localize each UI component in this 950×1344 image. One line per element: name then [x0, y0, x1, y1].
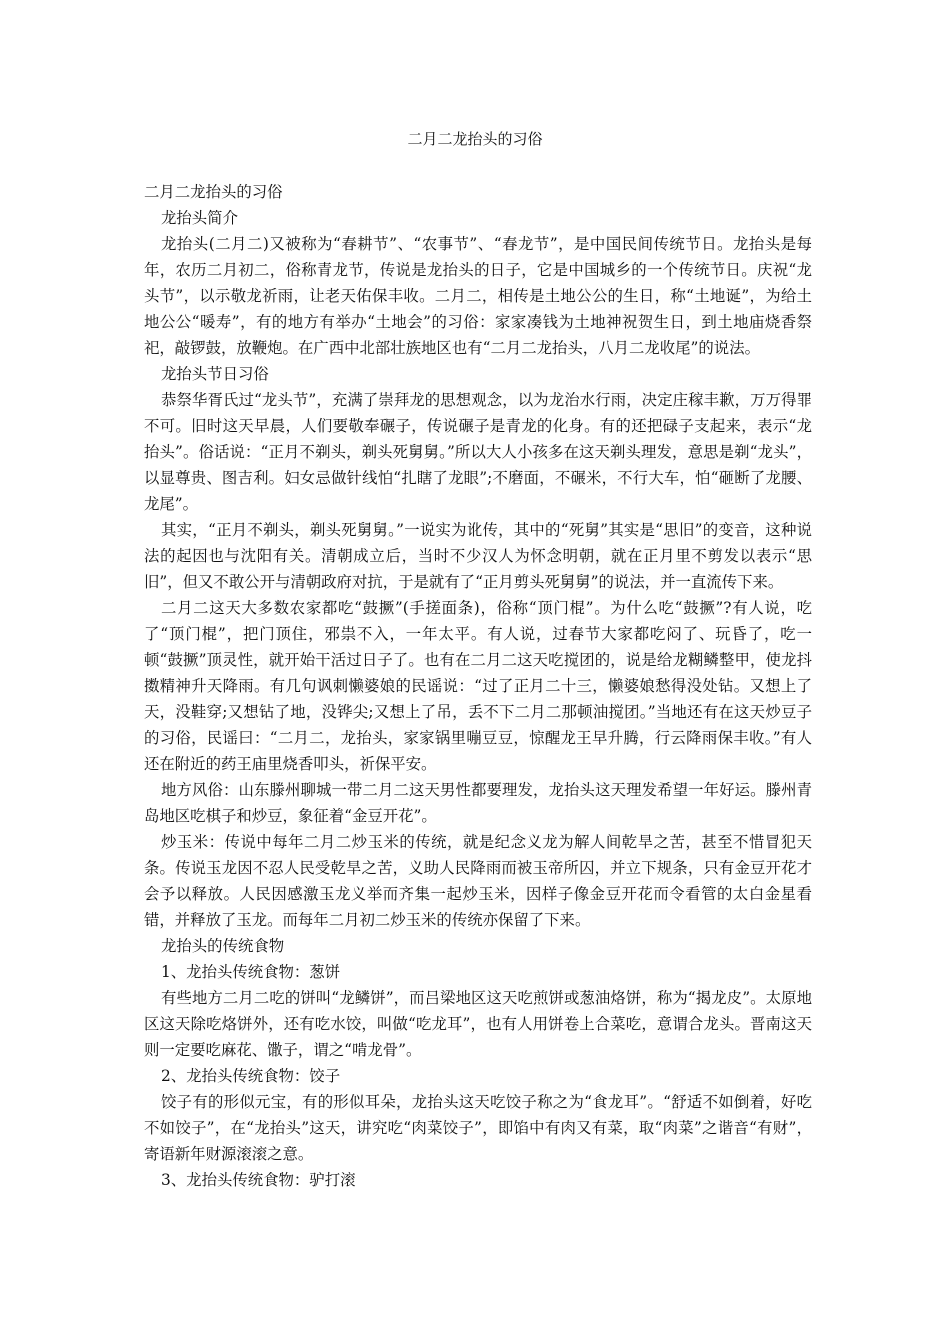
document-title: 二月二龙抬头的习俗 — [407, 130, 543, 148]
section-heading: 龙抬头简介 — [161, 209, 238, 227]
paragraph: 二月二龙抬头的习俗 — [144, 183, 283, 201]
paragraph: 有些地方二月二吃的饼叫“龙鳞饼”，而吕梁地区这天吃煎饼或葱油烙饼，称为“揭龙皮”。太原地区这天除吃烙饼外，还有吃水饺，叫做“吃龙耳”，也有人用饼卷上合菜吃，意谓合龙头。晋南这天则一定要吃麻花、馓子，谓之“啃龙骨”。 — [144, 989, 812, 1059]
paragraph: 地方风俗：山东滕州聊城一带二月二这天男性都要理发，龙抬头这天理发希望一年好运。滕州青岛地区吃棋子和炒豆，象征着“金豆开花”。 — [144, 781, 812, 825]
document-body — [144, 179, 812, 1193]
paragraph: 恭祭华胥氏过“龙头节”，充满了崇拜龙的思想观念，以为龙治水行雨，决定庄稼丰歉，万万得罪不可。旧时这天早晨，人们要敬奉碾子，传说碾子是青龙的化身。有的还把碌子支起来，表示“龙抬头”。俗话说：“正月不剃头，剃头死舅舅。”所以大人小孩多在这天剃头理发，意思是剃“龙头”，以显尊贵、图吉利。妇女忌做针线怕“扎瞎了龙眼”;不磨面，不碾米，不行大车，怕“砸断了龙腰、龙尾”。 — [144, 391, 812, 513]
section-heading: 龙抬头节日习俗 — [161, 365, 269, 383]
list-item-heading: 1、龙抬头传统食物：葱饼 — [161, 963, 341, 981]
list-item-heading: 3、龙抬头传统食物：驴打滚 — [161, 1171, 356, 1189]
paragraph: 炒玉米：传说中每年二月二炒玉米的传统，就是纪念义龙为解人间乾旱之苦，甚至不惜冒犯天条。传说玉龙因不忍人民受乾旱之苦，义助人民降雨而被玉帝所囚，并立下规条，只有金豆开花才会予以释放。人民因感激玉龙义举而齐集一起炒玉米，因样子像金豆开花而令看管的太白金星看错，并释放了玉龙。而每年二月初二炒玉米的传统亦保留了下来。 — [144, 833, 812, 929]
paragraph: 龙抬头(二月二)又被称为“春耕节”、“农事节”、“春龙节”，是中国民间传统节日。龙抬头是每年，农历二月初二，俗称青龙节，传说是龙抬头的日子，它是中国城乡的一个传统节日。庆祝“龙头节”，以示敬龙祈雨，让老天佑保丰收。二月二，相传是土地公公的生日，称“土地诞”，为给土地公公“暖寿”，有的地方有举办“土地会”的习俗：家家凑钱为土地神祝贺生日，到土地庙烧香祭祀，敲锣鼓，放鞭炮。在广西中北部壮族地区也有“二月二龙抬头，八月二龙收尾”的说法。 — [144, 235, 812, 357]
list-item-heading: 2、龙抬头传统食物：饺子 — [161, 1067, 341, 1085]
paragraph: 饺子有的形似元宝，有的形似耳朵，龙抬头这天吃饺子称之为“食龙耳”。“舒适不如倒着，好吃不如饺子”，在“龙抬头”这天，讲究吃“肉菜饺子”，即馅中有肉又有菜，取“肉菜”之谐音“有财”，寄语新年财源滚滚之意。 — [144, 1093, 812, 1163]
paragraph: 二月二这天大多数农家都吃“鼓撅”(手搓面条)，俗称“顶门棍”。为什么吃“鼓撅”?有人说，吃了“顶门棍”，把门顶住，邪祟不入，一年太平。有人说，过春节大家都吃闷了、玩昏了，吃一顿“鼓撅”顶灵性，就开始干活过日子了。也有在二月二这天吃搅团的，说是给龙糊鳞整甲，使龙抖擞精神升天降雨。有几句讽刺懒婆娘的民谣说：“过了正月二十三，懒婆娘愁得没处钻。又想上了天，没鞋穿;又想钻了地，没铧尖;又想上了吊，丢不下二月二那顿油搅团。”当地还有在这天炒豆子的习俗，民谣曰：“二月二，龙抬头，家家锅里嘣豆豆，惊醒龙王早升腾，行云降雨保丰收。”有人还在附近的药王庙里烧香叩头，祈保平安。 — [144, 599, 812, 773]
section-heading: 龙抬头的传统食物 — [161, 937, 285, 955]
paragraph: 其实，“正月不剃头，剃头死舅舅。”一说实为讹传，其中的“死舅”其实是“思旧”的变音，这种说法的起因也与沈阳有关。清朝成立后，当时不少汉人为怀念明朝，就在正月里不剪发以表示“思旧”，但又不敢公开与清朝政府对抗，于是就有了“正月剪头死舅舅”的说法，并一直流传下来。 — [144, 521, 812, 591]
